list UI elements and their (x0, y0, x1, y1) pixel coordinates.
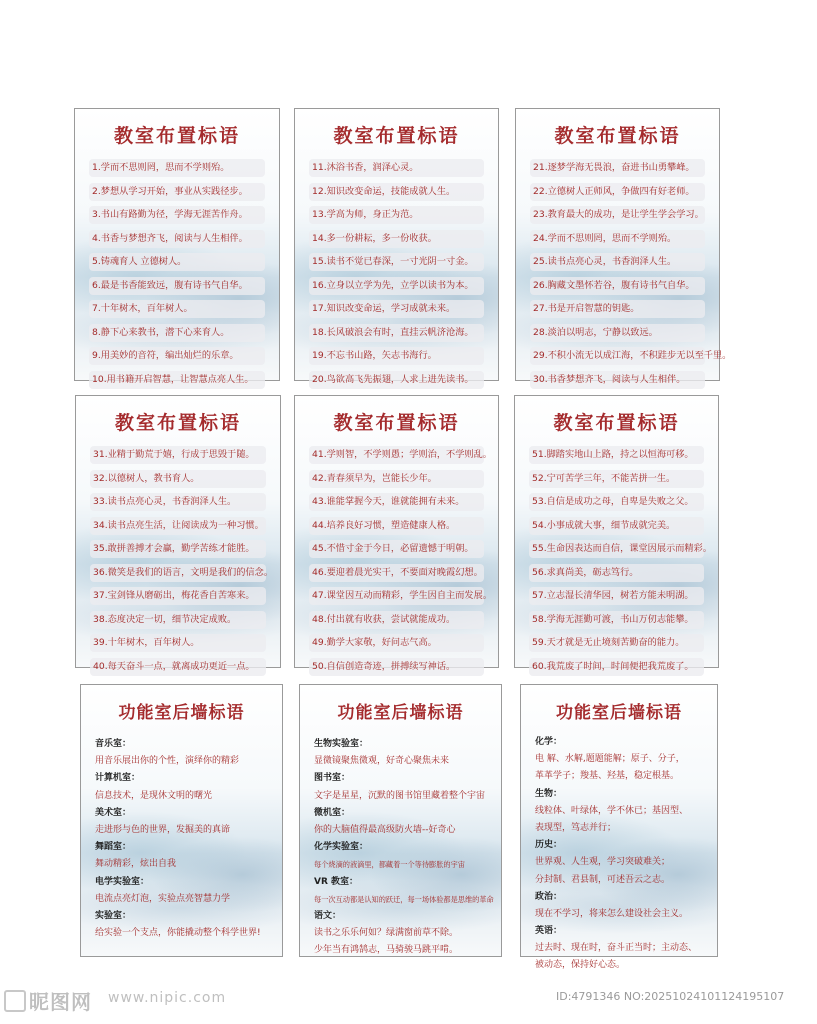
slogan-item: 32.以德树人，教书育人。 (90, 470, 266, 494)
poster-title: 教室布置标语 (554, 125, 681, 147)
poster-title: 功能室后墙标语 (118, 703, 245, 723)
slogan-item: 39.十年树木，百年树人。 (90, 634, 266, 658)
slogan-item: 30.书香梦想齐飞，阅读与人生相伴。 (530, 371, 705, 395)
slogan-item: 36.微笑是我们的语言，文明是我们的信念。 (90, 564, 266, 588)
room-slogan: 电流点亮灯泡，实验点亮智慧力学 (95, 893, 231, 904)
slogan-item: 18.长风破浪会有时，直挂云帆济沧海。 (309, 324, 484, 348)
slogan-item: 15.读书不觉已春深，一寸光阴一寸金。 (309, 253, 484, 277)
room-name: 音乐室： (95, 739, 132, 749)
slogan-item: 16.立身以立学为先，立学以读书为本。 (309, 277, 484, 301)
slogan-item: 27.书是开启智慧的钥匙。 (530, 300, 705, 324)
room-name: 微机室： (314, 807, 351, 818)
function-room-poster-1 (80, 684, 283, 957)
slogan-item: 56.求真尚美，砺志笃行。 (529, 564, 704, 588)
slogan-item: 22.立德树人正师风，争做四有好老师。 (530, 183, 705, 207)
image-id: ID:4791346 NO:20251024101124195107 (556, 990, 785, 1003)
room-slogan: 给实验一个支点，你能撬动整个科学世界! (95, 928, 261, 939)
slogan-item: 7.十年树木，百年树人。 (89, 300, 265, 324)
room-name: 电学实验室： (95, 876, 150, 887)
slogan-item: 13.学高为师，身正为范。 (309, 206, 484, 230)
slogan-item: 25.读书点亮心灵，书香润泽人生。 (530, 253, 705, 277)
slogan-item: 35.敢拼善搏才会赢，勤学苦练才能胜。 (90, 540, 266, 564)
slogan-poster-3 (515, 108, 732, 385)
subject-slogan: 过去时、现在时，奋斗正当时；主动态、 (535, 943, 698, 954)
slogan-item: 5.铸魂育人 立德树人。 (89, 253, 265, 277)
slogan-item: 59.天才就是无止境刻苦勤奋的能力。 (529, 634, 704, 658)
slogan-item: 40.每天奋斗一点，就离成功更近一点。 (90, 658, 266, 682)
room-slogan: 每一次互动都是认知的跃迁，每一场体验都是思维的革命 (314, 894, 494, 904)
room-name: 生物实验室： (314, 739, 369, 749)
room-slogan: 走进形与色的世界，发掘美的真谛 (95, 824, 231, 835)
slogan-item: 11.沐浴书香，润泽心灵。 (309, 159, 484, 183)
subject-name: 英语： (535, 926, 563, 937)
slogan-item: 51.脚踏实地山上路，持之以恒海可移。 (529, 446, 704, 470)
slogan-poster-6 (514, 395, 719, 672)
slogan-item: 29.不积小流无以成江海，不积跬步无以至千里。 (530, 347, 705, 371)
slogan-item: 47.课堂因互动而精彩，学生因自主而发展。 (309, 587, 484, 611)
poster-title: 功能室后墙标语 (337, 703, 464, 723)
room-name: VR 教室： (314, 876, 359, 887)
function-room-list (300, 728, 501, 959)
slogan-item: 6.最是书香能致远，腹有诗书气自华。 (89, 277, 265, 301)
slogan-list (295, 159, 498, 394)
subject-name: 政治： (535, 891, 563, 902)
slogan-item: 12.知识改变命运，技能成就人生。 (309, 183, 484, 207)
function-room-poster-3 (520, 684, 718, 971)
slogan-poster-4 (75, 395, 281, 672)
slogan-item: 58.学海无涯勤可渡，书山万仞志能攀。 (529, 611, 704, 635)
slogan-poster-5 (294, 395, 499, 672)
room-name: 实验室： (95, 910, 132, 921)
slogan-item: 50.自信创造奇迹，拼搏续写神话。 (309, 658, 484, 682)
slogan-list (76, 446, 280, 681)
slogan-item: 33.读书点亮心灵，书香润泽人生。 (90, 493, 266, 517)
slogan-item: 3.书山有路勤为径，学海无涯苦作舟。 (89, 206, 265, 230)
room-slogan: 你的大脑值得最高级防火墙--好奇心 (314, 824, 456, 835)
subject-slogan: 分封制、君县制，可述吾云之志。 (535, 874, 671, 885)
subject-slogan: 电 解、水解,题题能解；原子、分子， (535, 754, 685, 765)
room-slogan: 用音乐展出你的个性，演绎你的精彩 (95, 756, 240, 767)
slogan-item: 49.勤学大家敬，好问志气高。 (309, 634, 484, 658)
slogan-item: 52.宁可苦学三年，不能苦拼一生。 (529, 470, 704, 494)
subject-name: 化学： (535, 737, 563, 747)
subject-name: 生物： (535, 788, 563, 799)
slogan-item: 31.业精于勤荒于嬉，行成于思毁于随。 (90, 446, 266, 470)
function-room-list (81, 728, 282, 942)
slogan-item: 1.学而不思则罔，思而不学则殆。 (89, 159, 265, 183)
slogan-item: 4.书香与梦想齐飞，阅读与人生相伴。 (89, 230, 265, 254)
slogan-item: 37.宝剑锋从磨砺出，梅花香自苦寒来。 (90, 587, 266, 611)
site-url[interactable]: www.nipic.com (108, 990, 227, 1006)
subject-name: 历史： (535, 840, 563, 851)
slogan-item: 57.立志湿长清华园，树若方能未明湖。 (529, 587, 704, 611)
slogan-poster-2 (294, 108, 499, 385)
room-slogan: 每个烧滴的液滴里，都藏着一个等待膨胀的宇宙 (314, 860, 465, 870)
slogan-item: 46.要迎着晨光实干，不要面对晚霞幻想。 (309, 564, 484, 588)
subject-slogan: 线粒体、叶绿体，学不休已；基因型、 (535, 805, 689, 816)
slogan-item: 10.用书籍开启智慧，让智慧点亮人生。 (89, 371, 265, 395)
slogan-item: 43.谁能掌握今天，谁就能拥有未来。 (309, 493, 484, 517)
slogan-item: 26.胸藏文墨怀若谷，腹有诗书气自华。 (530, 277, 705, 301)
brand-text: 昵图网 (29, 990, 92, 1014)
poster-title: 教室布置标语 (333, 412, 460, 434)
room-name: 语文： (314, 910, 342, 921)
room-name: 化学实验室： (314, 842, 369, 853)
slogan-list (516, 159, 732, 394)
slogan-item: 38.态度决定一切，细节决定成败。 (90, 611, 266, 635)
room-slogan: 读书之乐乐何如？绿满窗前草不除。 (314, 928, 459, 939)
slogan-item: 24.学而不思则罔，思而不学则殆。 (530, 230, 705, 254)
slogan-item: 14.多一份耕耘，多一份收获。 (309, 230, 484, 254)
slogan-item: 17.知识改变命运，学习成就未来。 (309, 300, 484, 324)
poster-title: 功能室后墙标语 (556, 703, 682, 723)
slogan-item: 45.不惜寸金于今日，必留遗憾于明朝。 (309, 540, 484, 564)
room-name: 美术室： (95, 807, 132, 818)
slogan-item: 44.培养良好习惯，塑造健康人格。 (309, 517, 484, 541)
room-name: 计算机室： (95, 773, 141, 784)
room-slogan: 显微镜聚焦微观，好奇心聚焦未来 (314, 756, 450, 767)
subject-slogan: 现在不学习，将来怎么建设社会主义。 (535, 908, 689, 919)
room-slogan: 少年当有鸿鹄志，马骑骏马跳平啃。 (314, 945, 459, 956)
slogan-list (75, 159, 279, 394)
slogan-item: 2.梦想从学习开始，事业从实践径步。 (89, 183, 265, 207)
function-room-poster-2 (299, 684, 502, 957)
subject-slogan: 被动态，保持好心态。 (535, 960, 626, 971)
slogan-item: 54.小事成就大事，细节成就完美。 (529, 517, 704, 541)
slogan-item: 20.鸟欲高飞先振翅，人求上进先读书。 (309, 371, 484, 395)
slogan-poster-1 (74, 108, 280, 385)
nipic-logo (4, 986, 92, 1015)
subject-slogan: 世界观、人生观，学习突破难关； (535, 857, 671, 868)
slogan-item: 42.青春须早为，岂能长少年。 (309, 470, 484, 494)
slogan-item: 53.自信是成功之母，自卑是失败之父。 (529, 493, 704, 517)
subject-slogan: 革革学子；羧基、羟基，稳定根基。 (535, 771, 680, 782)
slogan-item: 8.静下心来教书，潜下心来育人。 (89, 324, 265, 348)
slogan-list (515, 446, 718, 681)
poster-title: 教室布置标语 (553, 412, 680, 434)
slogan-item: 21.逐梦学海无畏浪，奋进书山勇攀峰。 (530, 159, 705, 183)
poster-title: 教室布置标语 (113, 125, 240, 147)
poster-title: 教室布置标语 (333, 125, 460, 147)
room-name: 舞蹈室： (95, 842, 132, 853)
room-slogan: 信息技术，是现休文明的曙光 (95, 790, 213, 801)
room-slogan: 文字是星星，沉默的图书馆里藏着整个宇宙 (314, 790, 486, 801)
slogan-item: 23.教育最大的成功，是让学生学会学习。 (530, 206, 705, 230)
subject-slogan: 表现型，笃志并行； (535, 822, 617, 833)
slogan-item: 55.生命因表达而自信，课堂因展示而精彩。 (529, 540, 704, 564)
slogan-item: 60.我荒废了时间，时间便把我荒废了。 (529, 658, 704, 682)
slogan-item: 28.淡泊以明志，宁静以致远。 (530, 324, 705, 348)
slogan-item: 34.读书点亮生活，让阅读成为一种习惯。 (90, 517, 266, 541)
room-name: 图书室： (314, 773, 351, 784)
room-slogan: 舞动精彩，炫出自我 (95, 859, 177, 870)
slogan-item: 41.学则智，不学则愚；学则治，不学则乱。 (309, 446, 484, 470)
slogan-item: 48.付出就有收获，尝试就能成功。 (309, 611, 484, 635)
poster-title: 教室布置标语 (114, 412, 241, 434)
logo-icon (4, 990, 26, 1012)
slogan-item: 9.用美妙的音符，编出灿烂的乐章。 (89, 347, 265, 371)
slogan-item: 19.不忘书山路，矢志书海行。 (309, 347, 484, 371)
slogan-list (295, 446, 498, 681)
subject-list (521, 728, 717, 975)
